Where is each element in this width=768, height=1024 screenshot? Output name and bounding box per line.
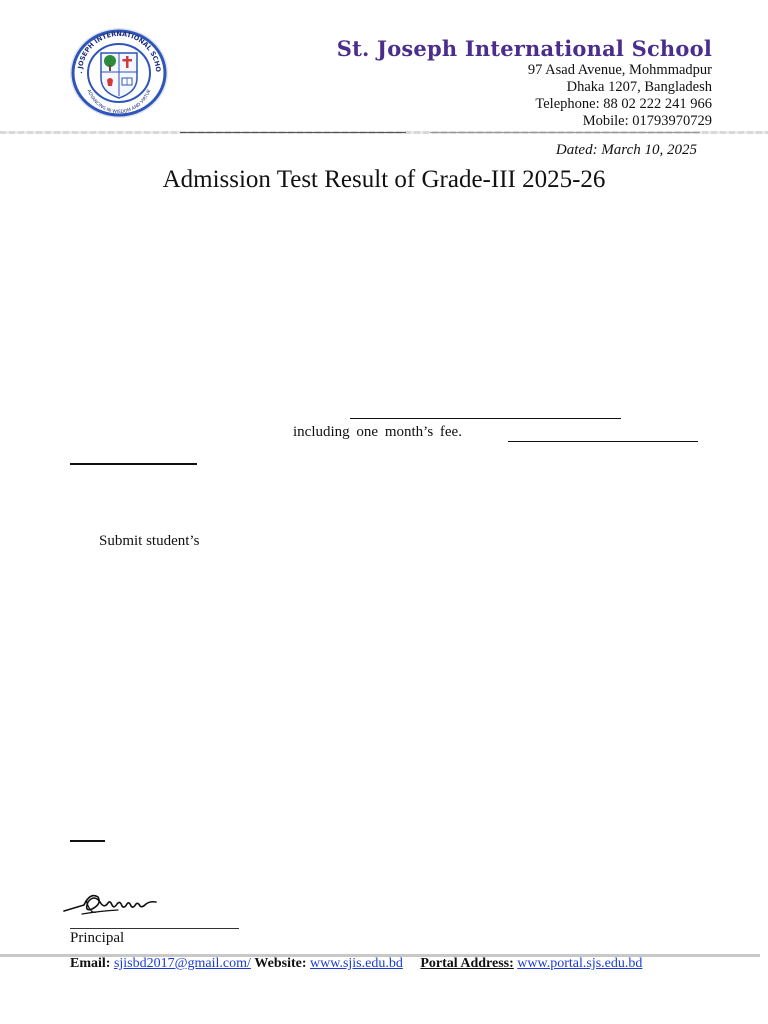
- submit-text: Submit student’s: [99, 533, 200, 549]
- blank-line: [350, 418, 621, 419]
- document-date: Dated: March 10, 2025: [555, 142, 697, 158]
- footer-contact: [70, 956, 642, 972]
- school-logo: [68, 26, 170, 120]
- school-name: St. Joseph International School: [336, 36, 712, 61]
- website-label: Website:: [254, 956, 307, 971]
- mobile: Mobile: 01793970729: [582, 113, 712, 129]
- email-label: Email:: [70, 956, 111, 971]
- address-line-2: Dhaka 1207, Bangladesh: [566, 79, 712, 95]
- telephone: Telephone: 88 02 222 241 966: [535, 96, 712, 112]
- principal-signature: [60, 878, 172, 928]
- address-line-1: 97 Asad Avenue, Mohmmadpur: [527, 62, 712, 78]
- logo-ring-text-top: . JOSEPH INTERNATIONAL SCHO: [75, 29, 163, 74]
- header-divider-segment: [180, 132, 406, 133]
- email-link[interactable]: sjisbd2017@gmail.com/: [113, 956, 251, 971]
- portal-label: Portal Address:: [420, 956, 514, 971]
- signature-line: [70, 928, 239, 929]
- portal-link[interactable]: www.portal.sjs.edu.bd: [517, 956, 643, 971]
- fee-text: including one month’s fee.: [293, 424, 462, 440]
- blank-line: [70, 840, 105, 842]
- document-title: Admission Test Result of Grade-III 2025-26: [162, 166, 606, 193]
- principal-title: Principal: [70, 930, 125, 946]
- website-link[interactable]: www.sjis.edu.bd: [310, 956, 403, 971]
- logo-ring-text-bottom: ADVANCING IN WISDOM AND VIRTUE: [85, 88, 153, 116]
- blank-line: [70, 463, 197, 465]
- blank-line: [508, 441, 698, 442]
- header-divider-segment: [430, 132, 700, 133]
